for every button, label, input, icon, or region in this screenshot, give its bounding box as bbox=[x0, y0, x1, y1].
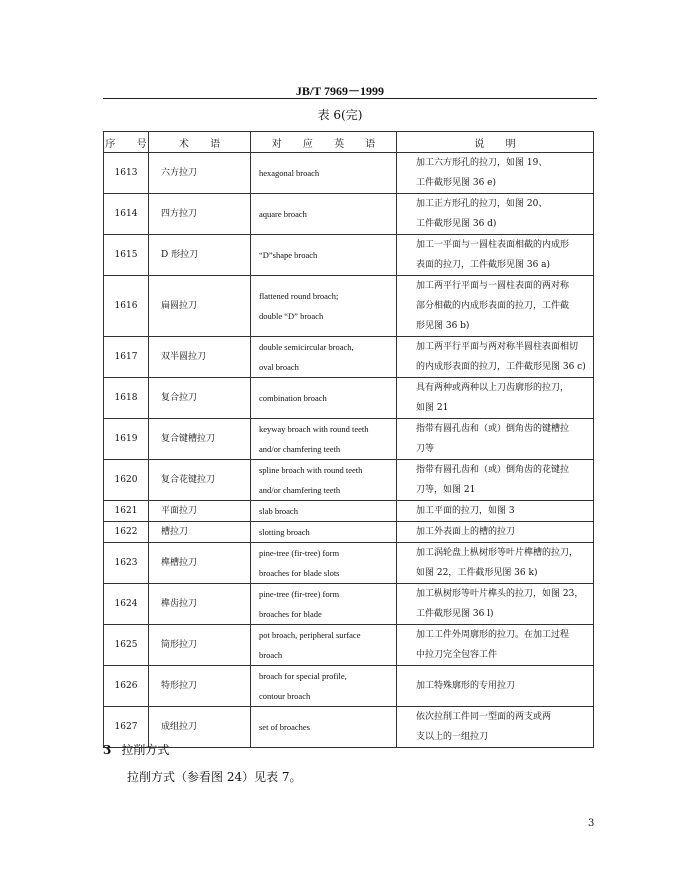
term-description-line: 加工正方形孔的拉刀，如图 20、 bbox=[416, 199, 548, 209]
table-caption: 表 6(完) bbox=[317, 108, 363, 122]
term-description-line: 刀等，如图 21 bbox=[416, 485, 476, 495]
term-description-line: 工件截形见图 36 e) bbox=[416, 178, 497, 188]
table-row bbox=[104, 378, 594, 419]
term-number: 1626 bbox=[104, 666, 149, 707]
term-description bbox=[397, 501, 594, 522]
term-chinese: 平面拉刀 bbox=[149, 501, 251, 522]
term-description-line: 加工外表面上的槽的拉刀 bbox=[416, 527, 516, 537]
term-number: 1615 bbox=[104, 235, 149, 276]
term-description-line: 加工六方形孔的拉刀，如图 19、 bbox=[416, 158, 548, 168]
header-rule bbox=[103, 98, 597, 99]
term-english bbox=[251, 419, 397, 460]
term-english-line: broach bbox=[259, 650, 283, 660]
term-chinese: D 形拉刀 bbox=[149, 235, 251, 276]
term-description-line: 支以上的一组拉刀 bbox=[416, 732, 489, 742]
table-header-row bbox=[104, 132, 594, 153]
term-chinese: 特形拉刀 bbox=[149, 666, 251, 707]
term-english bbox=[251, 337, 397, 378]
term-number: 1614 bbox=[104, 194, 149, 235]
term-english-line: and/or chamfering teeth bbox=[259, 444, 341, 454]
term-description-line: 工件截形见图 36 d) bbox=[416, 219, 497, 229]
term-number: 1613 bbox=[104, 153, 149, 194]
term-description-line: 加工特殊廓形的专用拉刀 bbox=[416, 681, 516, 691]
col-header-description: 说 明 bbox=[397, 132, 594, 153]
term-chinese: 复合键槽拉刀 bbox=[149, 419, 251, 460]
term-description bbox=[397, 666, 594, 707]
term-number: 1621 bbox=[104, 501, 149, 522]
table-row bbox=[104, 501, 594, 522]
section-title: 拉削方式 bbox=[121, 743, 170, 757]
term-english-line: combination broach bbox=[259, 393, 327, 403]
term-description bbox=[397, 276, 594, 337]
table-row bbox=[104, 194, 594, 235]
term-english-line: “D”shape broach bbox=[259, 250, 318, 260]
term-description-line: 如图 21 bbox=[416, 403, 449, 413]
table-row bbox=[104, 276, 594, 337]
term-english bbox=[251, 543, 397, 584]
table-row bbox=[104, 419, 594, 460]
term-english bbox=[251, 522, 397, 543]
table-row bbox=[104, 625, 594, 666]
term-english bbox=[251, 625, 397, 666]
table-row bbox=[104, 522, 594, 543]
term-english-line: broaches for blade bbox=[259, 609, 322, 619]
term-description bbox=[397, 378, 594, 419]
term-english-line: broach for special profile, bbox=[259, 671, 347, 681]
term-english bbox=[251, 235, 397, 276]
term-english-line: oval broach bbox=[259, 362, 299, 372]
col-header-english: 对 应 英 语 bbox=[251, 132, 397, 153]
col-header-number: 序 号 bbox=[104, 132, 149, 153]
table-row bbox=[104, 666, 594, 707]
table-row bbox=[104, 584, 594, 625]
term-description bbox=[397, 543, 594, 584]
term-english-line: hexagonal broach bbox=[259, 168, 320, 178]
term-description-line: 形见图 36 b) bbox=[416, 321, 470, 331]
term-description bbox=[397, 235, 594, 276]
term-description-line: 表面的拉刀，工件截形见图 36 a) bbox=[416, 260, 551, 270]
term-description-line: 加工两平行平面与两对称半圆柱表面相切 bbox=[416, 342, 579, 352]
table-row bbox=[104, 460, 594, 501]
term-english-line: set of broaches bbox=[259, 722, 310, 732]
term-english bbox=[251, 276, 397, 337]
term-description-line: 刀等 bbox=[416, 444, 435, 454]
table-row bbox=[104, 707, 594, 748]
term-number: 1618 bbox=[104, 378, 149, 419]
term-description-line: 加工一平面与一圆柱表面相截的内成形 bbox=[416, 240, 570, 250]
table-row bbox=[104, 153, 594, 194]
term-english-line: and/or chamfering teeth bbox=[259, 485, 341, 495]
term-description-line: 加工涡轮盘上枞树形等叶片榫槽的拉刀， bbox=[416, 548, 579, 558]
term-number: 1616 bbox=[104, 276, 149, 337]
term-description-line: 加工枞树形等叶片榫头的拉刀，如图 23， bbox=[416, 589, 584, 599]
term-number: 1620 bbox=[104, 460, 149, 501]
term-chinese: 榫槽拉刀 bbox=[149, 543, 251, 584]
section-number: 3 bbox=[103, 743, 112, 757]
term-description-line: 如图 22，工件截形见图 36 k) bbox=[416, 568, 538, 578]
term-number: 1622 bbox=[104, 522, 149, 543]
term-description-line: 具有两种或两种以上刀齿廓形的拉刀， bbox=[416, 383, 570, 393]
term-chinese: 六方拉刀 bbox=[149, 153, 251, 194]
term-english-line: pine-tree (fir-tree) form bbox=[259, 548, 340, 558]
term-description bbox=[397, 522, 594, 543]
term-description bbox=[397, 707, 594, 748]
term-description-line: 工件截形见图 36 l) bbox=[416, 609, 494, 619]
term-chinese: 成组拉刀 bbox=[149, 707, 251, 748]
table-row bbox=[104, 543, 594, 584]
term-description-line: 加工工件外周廓形的拉刀。在加工过程 bbox=[416, 630, 570, 640]
term-description bbox=[397, 460, 594, 501]
term-description-line: 加工平面的拉刀，如图 3 bbox=[416, 506, 515, 516]
term-description bbox=[397, 584, 594, 625]
term-english-line: slotting broach bbox=[259, 527, 310, 537]
term-description bbox=[397, 153, 594, 194]
term-english-line: aquare broach bbox=[259, 209, 307, 219]
term-number: 1617 bbox=[104, 337, 149, 378]
term-english-line: pine-tree (fir-tree) form bbox=[259, 589, 340, 599]
term-description bbox=[397, 419, 594, 460]
term-chinese: 复合拉刀 bbox=[149, 378, 251, 419]
term-english-line: broaches for blade slots bbox=[259, 568, 340, 578]
term-english-line: double “D” broach bbox=[259, 311, 324, 321]
term-english-line: pot broach, peripheral surface bbox=[259, 630, 361, 640]
term-english-line: keyway broach with round teeth bbox=[259, 424, 369, 434]
term-description-line: 指带有圆孔齿和（或）倒角齿的键槽拉 bbox=[416, 424, 570, 434]
term-english bbox=[251, 501, 397, 522]
term-chinese: 复合花键拉刀 bbox=[149, 460, 251, 501]
term-english bbox=[251, 460, 397, 501]
term-english-line: flattened round broach; bbox=[259, 291, 339, 301]
term-description bbox=[397, 625, 594, 666]
term-english bbox=[251, 707, 397, 748]
term-description-line: 指带有圆孔齿和（或）倒角齿的花键拉 bbox=[416, 465, 570, 475]
term-english-line: slab broach bbox=[259, 506, 298, 516]
term-english-line: spline broach with round teeth bbox=[259, 465, 363, 475]
term-english-line: double semicircular broach, bbox=[259, 342, 354, 352]
term-description-line: 中拉刀完全包容工件 bbox=[416, 650, 498, 660]
term-number: 1619 bbox=[104, 419, 149, 460]
term-english bbox=[251, 194, 397, 235]
term-number: 1623 bbox=[104, 543, 149, 584]
table-row bbox=[104, 235, 594, 276]
term-description bbox=[397, 194, 594, 235]
term-number: 1625 bbox=[104, 625, 149, 666]
term-chinese: 榫齿拉刀 bbox=[149, 584, 251, 625]
term-chinese: 双半圆拉刀 bbox=[149, 337, 251, 378]
term-english-line: contour broach bbox=[259, 691, 311, 701]
table-body bbox=[104, 153, 594, 748]
terminology-table bbox=[103, 131, 594, 748]
term-number: 1624 bbox=[104, 584, 149, 625]
term-description-line: 部分相截的内成形表面的拉刀，工件截 bbox=[416, 301, 570, 311]
page-number: 3 bbox=[588, 818, 595, 829]
table-row bbox=[104, 337, 594, 378]
term-english bbox=[251, 378, 397, 419]
term-english bbox=[251, 153, 397, 194]
term-number: 1627 bbox=[104, 707, 149, 748]
term-chinese: 槽拉刀 bbox=[149, 522, 251, 543]
term-chinese: 筒形拉刀 bbox=[149, 625, 251, 666]
term-description bbox=[397, 337, 594, 378]
term-chinese: 四方拉刀 bbox=[149, 194, 251, 235]
term-english bbox=[251, 584, 397, 625]
term-description-line: 依次拉削工件同一型面的两支或两 bbox=[416, 712, 552, 722]
term-description-line: 加工两平行平面与一圆柱表面的两对称 bbox=[416, 281, 570, 291]
term-chinese: 扁圆拉刀 bbox=[149, 276, 251, 337]
term-english bbox=[251, 666, 397, 707]
section-heading bbox=[103, 741, 169, 758]
page-header-standard-code: JB/T 7969－1999 bbox=[295, 84, 385, 98]
term-description-line: 的内成形表面的拉刀，工件截形见图 36 c) bbox=[416, 362, 586, 372]
body-paragraph: 拉削方式（参看图 24）见表 7。 bbox=[127, 770, 302, 784]
col-header-term: 术 语 bbox=[149, 132, 251, 153]
